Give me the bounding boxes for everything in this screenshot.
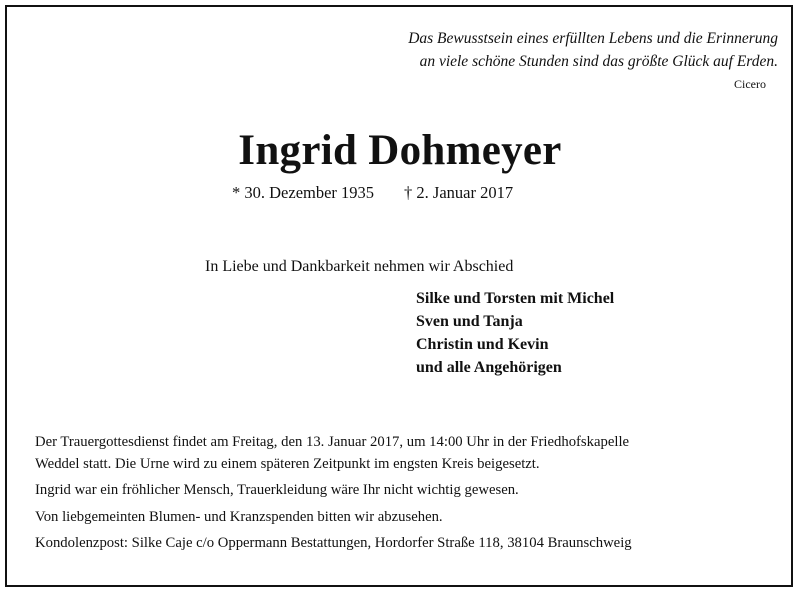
condolence-address: Kondolenzpost: Silke Caje c/o Oppermann Bestattungen, Hordorfer Straße 118, 38104 Braunschweig <box>35 535 632 551</box>
quote-author: Cicero <box>734 77 766 91</box>
mourner: und alle Angehörigen <box>416 359 562 376</box>
service-line-1: Der Trauergottesdienst findet am Freitag, den 13. Januar 2017, um 14:00 Uhr in der Friedhofskapelle <box>35 434 630 450</box>
farewell-line: In Liebe und Dankbarkeit nehmen wir Abschied <box>205 258 514 275</box>
dress-code-note: Ingrid war ein fröhlicher Mensch, Trauerkleidung wäre Ihr nicht wichtig gewesen. <box>35 482 519 498</box>
mourner: Silke und Torsten mit Michel <box>416 290 615 307</box>
service-line-2: Weddel statt. Die Urne wird zu einem späteren Zeitpunkt im engsten Kreis beigesetzt. <box>35 455 540 472</box>
quote-line-2: an viele schöne Stunden sind das größte Glück auf Erden. <box>419 53 778 70</box>
mourner: Christin und Kevin <box>416 336 549 353</box>
birth-date: * 30. Dezember 1935 <box>232 183 375 202</box>
life-dates <box>232 183 513 203</box>
death-date: † 2. Januar 2017 <box>404 183 514 202</box>
mourners-list <box>416 287 614 379</box>
service-notice <box>35 432 775 560</box>
quote-line-1: Das Bewusstsein eines erfüllten Lebens und die Erinnerung <box>408 30 778 47</box>
mourner: Sven und Tanja <box>416 313 523 330</box>
quote <box>408 27 778 73</box>
service-info <box>35 432 775 475</box>
deceased-name: Ingrid Dohmeyer <box>238 127 562 174</box>
flowers-note: Von liebgemeinten Blumen- und Kranzspenden bitten wir abzusehen. <box>35 508 443 525</box>
